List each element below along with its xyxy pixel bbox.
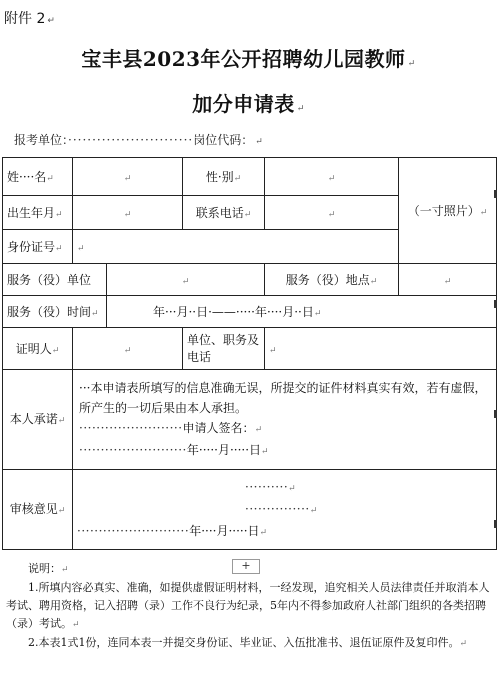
phone-field[interactable]: ↵ — [265, 196, 399, 230]
header-fields: 报考单位：··························岗位代码： ↵ — [14, 133, 263, 147]
service-place-label-cell: 服务（役）地点↵ — [265, 264, 399, 296]
name-field[interactable]: ↵ — [73, 158, 183, 196]
service-unit-label-cell: 服务（役）单位 — [3, 264, 107, 296]
phone-label-cell: 联系电话↵ — [183, 196, 265, 230]
witness-unit-label-cell: 单位、职务及电话 — [183, 328, 265, 370]
service-time-label-cell: 服务（役）时间↵ — [3, 296, 107, 328]
pledge-date-line[interactable]: ·························年·····月·····日↵ — [79, 442, 269, 457]
service-place-field[interactable]: ↵ — [399, 264, 497, 296]
notes-section: 说明：↵ 1.所填内容必真实、准确，如提供虚假证明材料，一经发现，追究相关人员法律责任并取消本人考试、聘用资格，记入招聘（录）工作不良行为纪录，5年内不得参加政府人社部门组织的各类招聘（录）考试。↵ 2.本表1式1份，连同本表一并提交身份证、毕业证、入伍批准书、退伍证原件及复印件。↵ — [6, 560, 494, 653]
note-item-1: 1.所填内容必真实、准确，如提供虚假证明材料，一经发现，追究相关人员法律责任并取消本人考试、聘用资格，记入招聘（录）工作不良行为纪录，5年内不得参加政府人社部门组织的各类招聘（录）考试。↵ — [6, 581, 490, 630]
post-code-label: 岗位代码： — [193, 133, 254, 147]
document-title: 宝丰县2023年公开招聘幼儿园教师 ↵ — [81, 47, 416, 71]
name-label-cell: 姓····名↵ — [3, 158, 73, 196]
add-row-button[interactable]: + — [232, 559, 260, 574]
id-label-cell: 身份证号↵ — [3, 230, 73, 264]
notes-heading: 说明： — [28, 562, 61, 575]
photo-cell[interactable]: （一寸照片）↵ — [399, 158, 497, 264]
org-label: 报考单位： — [14, 133, 69, 147]
pledge-label-cell: 本人承诺↵ — [3, 370, 73, 470]
birth-label-cell: 出生年月↵ — [3, 196, 73, 230]
witness-label-cell: 证明人↵ — [3, 328, 73, 370]
pledge-text: ···本申请表所填写的信息准确无误，所提交的证件材料真实有效，若有虚假，所产生的一切后果由本人承担。 — [79, 380, 487, 415]
pledge-text-cell — [73, 370, 497, 470]
birth-field[interactable]: ↵ — [73, 196, 183, 230]
attachment-label: 附件 2 ↵ — [4, 11, 55, 27]
witness-field[interactable]: ↵ — [73, 328, 183, 370]
review-label-cell: 审核意见↵ — [3, 470, 73, 550]
application-form-table — [2, 157, 497, 550]
document-subtitle: 加分申请表 ↵ — [192, 92, 305, 116]
note-item-2: 2.本表1式1份，连同本表一并提交身份证、毕业证、入伍批准书、退伍证原件及复印件。↵ — [28, 636, 468, 649]
review-field[interactable]: ··········↵ ···············↵ ··························年····月·····日↵ — [73, 470, 497, 550]
gender-label-cell: 性·别↵ — [183, 158, 265, 196]
org-field-dots[interactable]: ·························· — [68, 133, 194, 147]
id-field[interactable]: ↵ — [73, 230, 399, 264]
witness-unit-field[interactable]: ↵ — [265, 328, 497, 370]
gender-field[interactable]: ↵ — [265, 158, 399, 196]
service-time-field[interactable]: 年···月··日·——·····年····月··日↵ — [107, 296, 497, 328]
pledge-signature-line[interactable]: ························申请人签名：↵ — [79, 420, 263, 435]
service-unit-field[interactable]: ↵ — [107, 264, 265, 296]
